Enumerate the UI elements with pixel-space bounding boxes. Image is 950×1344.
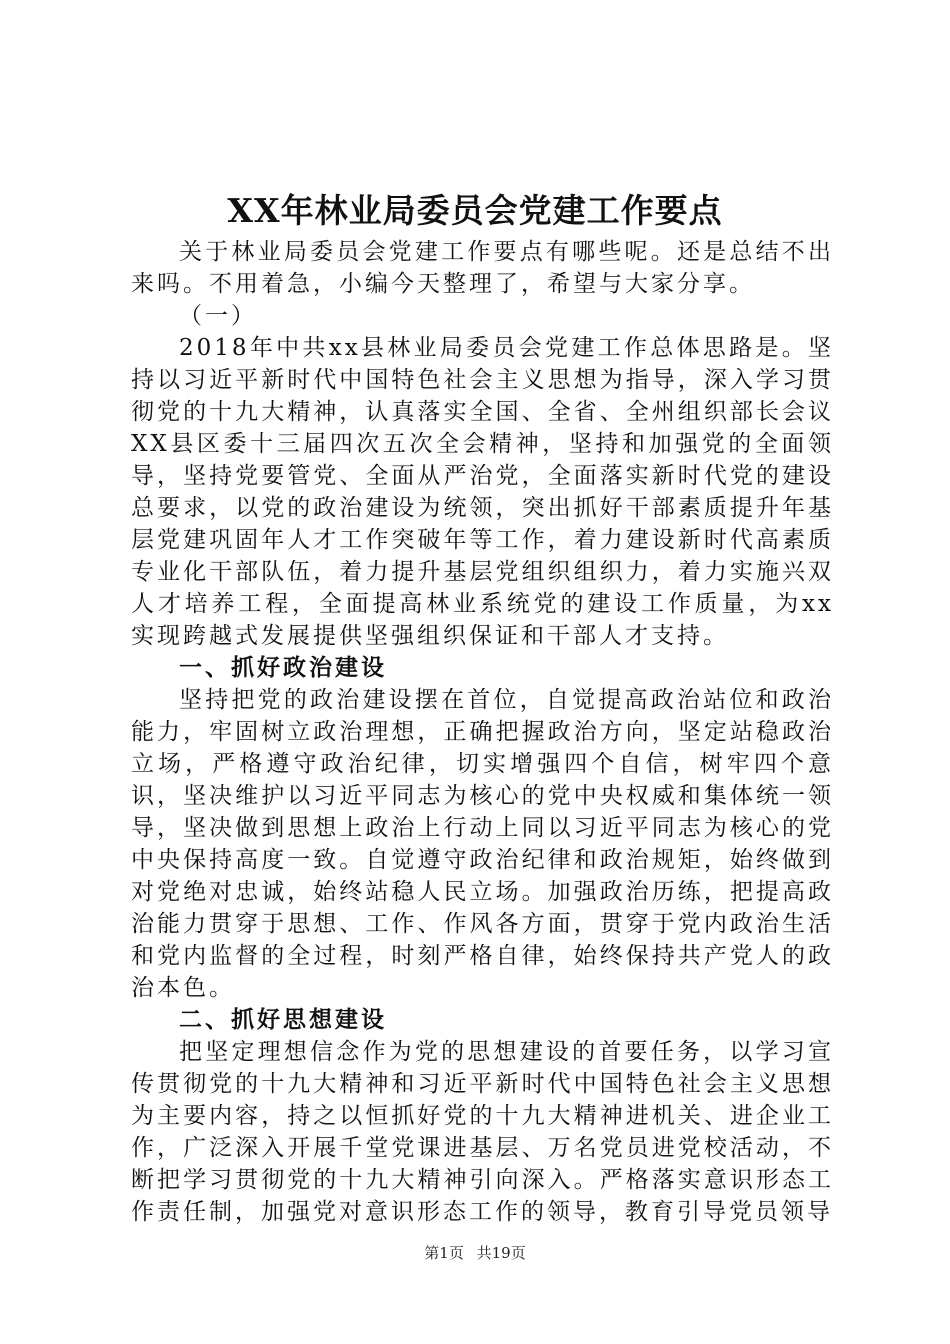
section-heading-political: 一、抓好政治建设 — [179, 654, 387, 681]
page-footer — [0, 1242, 950, 1263]
overview-paragraph: 2018年中共xx县林业局委员会党建工作总体思路是。坚持以习近平新时代中国特色社会主义思想为指导，深入学习贯彻党的十九大精神，认真落实全国、全省、全州组织部长会议XX县区委十三届四次五次全会精神，坚持和加强党的全面领导，坚持党要管党、全面从严治党，全面落实新时代党的建设总要求，以党的政治建设为统领，突出抓好干部素质提升年基层党建巩固年人才工作突破年等工作，着力建设新时代高素质专业化干部队伍，着力提升基层党组织组织力，着力实施兴双人才培养工程，全面提高林业系统党的建设工作质量，为xx实现跨越式发展提供坚强组织保证和干部人才支持。 — [131, 335, 834, 649]
section-body-political: 坚持把党的政治建设摆在首位，自觉提高政治站位和政治能力，牢固树立政治理想，正确把握政治方向，坚定站稳政治立场，严格遵守政治纪律，切实增强四个自信，树牢四个意识，坚决维护以习近平同志为核心的党中央权威和集体统一领导，坚决做到思想上政治上行动上同以习近平同志为核心的党中央保持高度一致。自觉遵守政治纪律和政治规矩，始终做到对党绝对忠诚，始终站稳人民立场。加强政治历练，把提高政治能力贯穿于思想、工作、作风各方面，贯穿于党内政治生活和党内监督的全过程，时刻严格自律，始终保持共产党人的政治本色。 — [131, 687, 834, 1001]
part-label: （一） — [179, 303, 257, 329]
section-heading-ideological: 二、抓好思想建设 — [179, 1006, 387, 1033]
document-body — [131, 236, 834, 1228]
page-number: 第1页 — [424, 1244, 464, 1262]
page-total: 共19页 — [476, 1244, 526, 1262]
document-title: XX年林业局委员会党建工作要点 — [227, 191, 723, 230]
section-body-ideological: 把坚定理想信念作为党的思想建设的首要任务，以学习宣传贯彻党的十九大精神和习近平新时代中国特色社会主义思想为主要内容，持之以恒抓好党的十九大精神进机关、进企业工作，广泛深入开展千堂党课进基层、万名党员进党校活动，不断把学习贯彻党的十九大精神引向深入。严格落实意识形态工作责任制，加强党对意识形态工作的领导，教育引导党员领导 — [131, 1039, 834, 1225]
intro-paragraph: 关于林业局委员会党建工作要点有哪些呢。还是总结不出来吗。不用着急，小编今天整理了，希望与大家分享。 — [131, 239, 834, 297]
